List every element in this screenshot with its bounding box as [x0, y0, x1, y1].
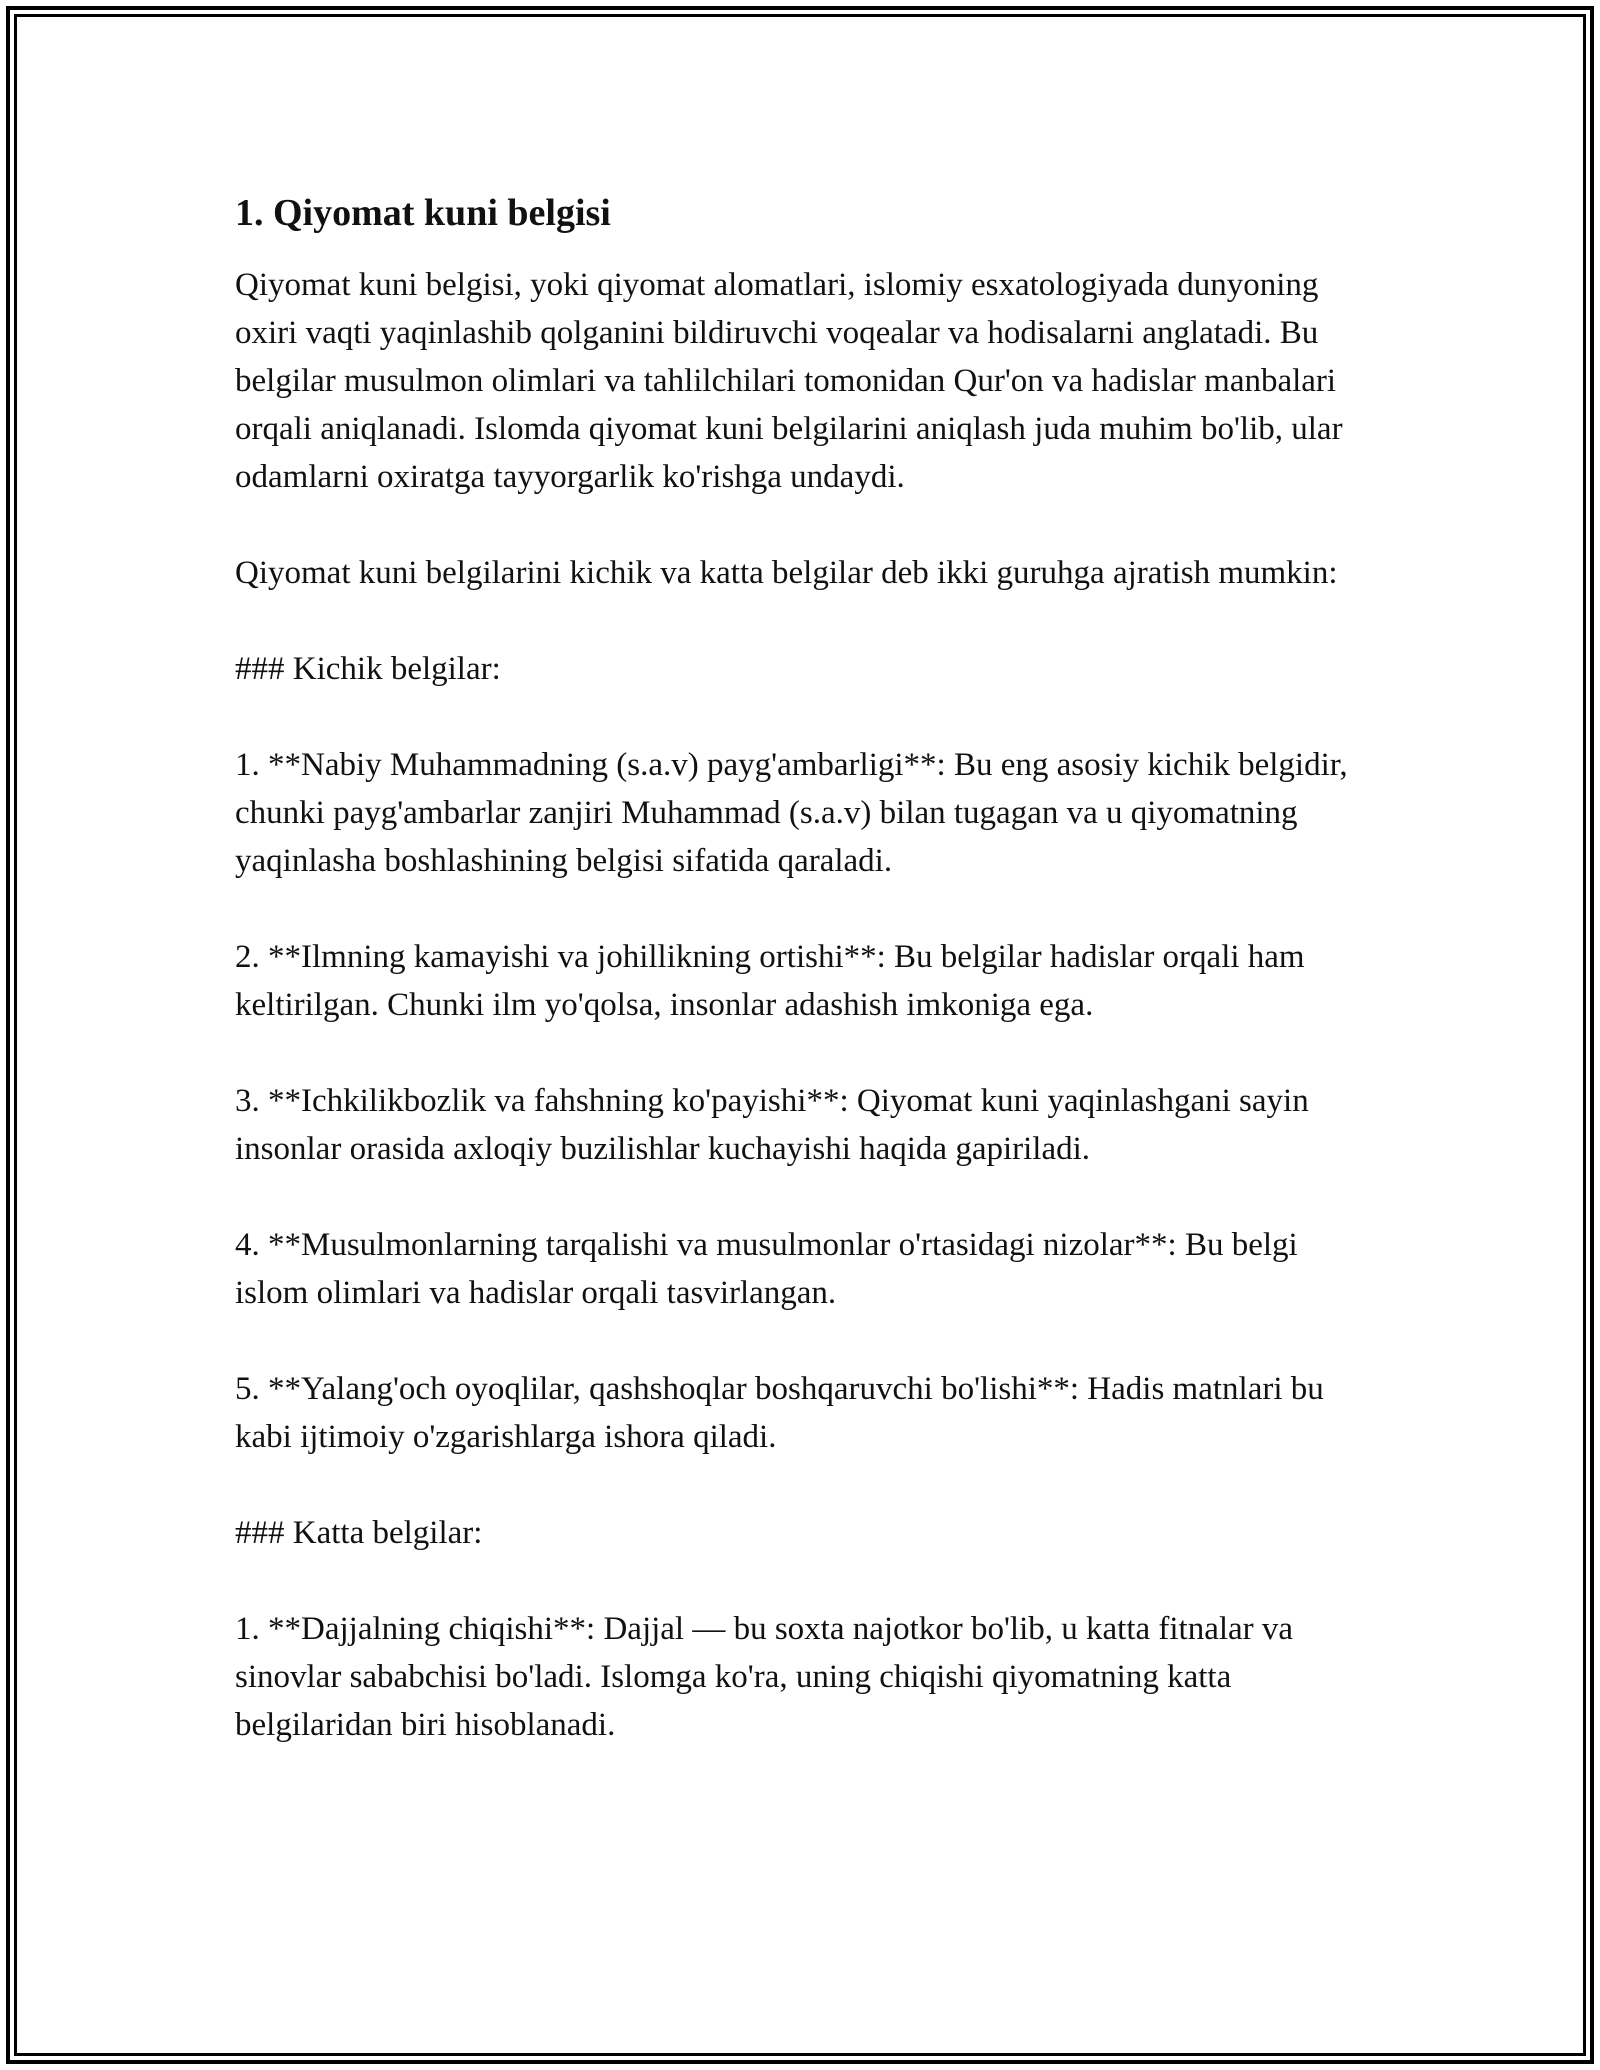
minor-sign-5: 5. **Yalang'och oyoqlilar, qashshoqlar boshqaruvchi bo'lishi**: Hadis matnlari bu kabi ijtimoiy o'zgarishlarga ishora qiladi. — [235, 1371, 1324, 1455]
document-title: 1. Qiyomat kuni belgisi — [235, 192, 611, 234]
minor-sign-4: 4. **Musulmonlarning tarqalishi va musulmonlar o'rtasidagi nizolar**: Bu belgi islom olimlari va hadislar orqali tasvirlangan. — [235, 1227, 1298, 1311]
major-sign-1: 1. **Dajjalning chiqishi**: Dajjal — bu soxta najotkor bo'lib, u katta fitnalar va sinovlar sababchisi bo'ladi. Islomga ko'ra, uning chiqishi qiyomatning katta belgilaridan biri hisoblanadi. — [235, 1611, 1294, 1743]
minor-sign-1: 1. **Nabiy Muhammadning (s.a.v) payg'ambarligi**: Bu eng asosiy kichik belgidir, chunki payg'ambarlar zanjiri Muhammad (s.a.v) bilan tugagan va u qiyomatning yaqinlasha boshlashining belgisi sifatida qaraladi. — [235, 747, 1348, 879]
groups-paragraph: Qiyomat kuni belgilarini kichik va katta belgilar deb ikki guruhga ajratish mumkin: — [235, 555, 1338, 591]
document-body — [235, 185, 1375, 1797]
minor-sign-2: 2. **Ilmning kamayishi va johillikning ortishi**: Bu belgilar hadislar orqali ham keltirilgan. Chunki ilm yo'qolsa, insonlar adashish imkoniga ega. — [235, 939, 1305, 1023]
minor-signs-heading: ### Kichik belgilar: — [235, 651, 501, 687]
minor-sign-3: 3. **Ichkilikbozlik va fahshning ko'payishi**: Qiyomat kuni yaqinlashgani sayin insonlar orasida axloqiy buzilishlar kuchayishi haqida gapiriladi. — [235, 1083, 1309, 1167]
major-signs-heading: ### Katta belgilar: — [235, 1515, 483, 1551]
intro-paragraph: Qiyomat kuni belgisi, yoki qiyomat alomatlari, islomiy esxatologiyada dunyoning oxiri vaqti yaqinlashib qolganini bildiruvchi voqealar va hodisalarni anglatadi. Bu belgilar musulmon olimlari va tahlilchilari tomonidan Qur'on va hadislar manbalari orqali aniqlanadi. Islomda qiyomat kuni belgilarini aniqlash juda muhim bo'lib, ular odamlarni oxiratga tayyorgarlik ko'rishga undaydi. — [235, 267, 1343, 495]
